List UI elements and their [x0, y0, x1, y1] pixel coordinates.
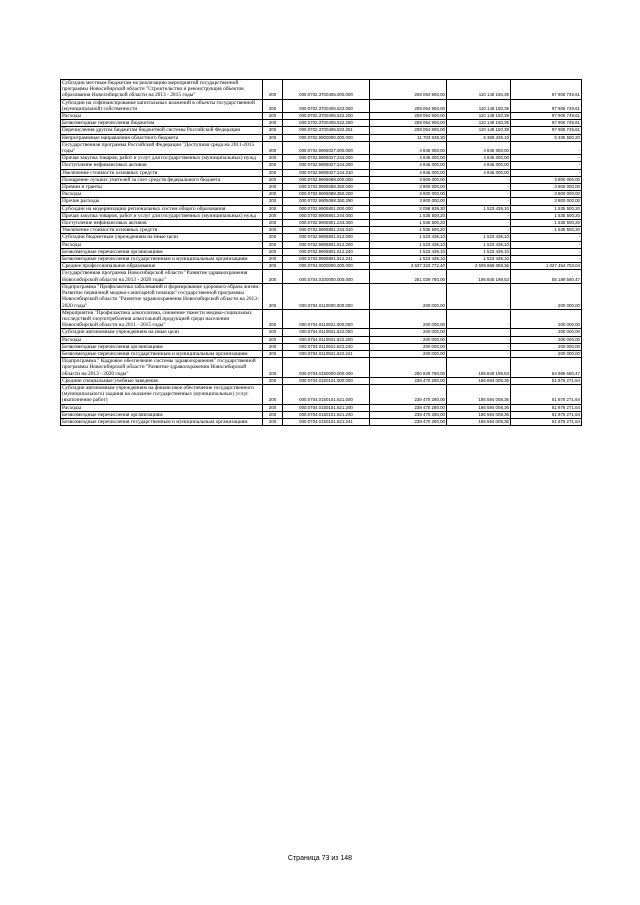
row-name-cell: Безвозмездные перечисления государственным и муниципальным организациям [61, 256, 263, 263]
row-name-cell: Премии и гранты [61, 184, 263, 191]
row-name-cell: Государственная программа Российской Федерации "Доступная среда на 2011-2015 годы" [61, 141, 263, 154]
row-executed-cell: 1 523 439,10 [447, 205, 511, 212]
row-code-cell: 200 [263, 184, 283, 191]
row-name-cell: Субсидии на модернизацию региональных систем общего образования [61, 205, 263, 212]
row-classification-cell: 000.0702.9900000.000.000 [283, 134, 370, 141]
table-row [61, 120, 582, 127]
row-unexecuted-cell: 97 905 749,61 [511, 113, 582, 120]
table-row [61, 384, 582, 404]
row-code-cell: 200 [263, 162, 283, 169]
row-executed-cell: 186 594 008,36 [447, 404, 511, 411]
row-classification-cell: 000.0704.0110921.000.000 [283, 309, 370, 329]
row-classification-cell: 000.0704.0110921.622.200 [283, 336, 370, 343]
row-classification-cell: 000.0702.9905801.244.310 [283, 227, 370, 234]
row-code-cell: 200 [263, 358, 283, 378]
row-classification-cell: 000.0704.0150101.621.200 [283, 404, 370, 411]
row-code-cell: 200 [263, 263, 283, 270]
row-classification-cell: 000.0702.9905088.350.290 [283, 198, 370, 205]
row-classification-cell: 000.0702.9905027.244.310 [283, 169, 370, 176]
table-row [61, 127, 582, 134]
row-approved-cell: 3 058 939,30 [370, 205, 447, 212]
row-name-cell: Субсидии автономным учреждениям на финансовое обеспечение государственного (муниципального) задания на оказание государственных (муниципальных) услуг (выполнение работ) [61, 384, 263, 404]
row-executed-cell: - [447, 184, 511, 191]
row-code-cell: 200 [263, 220, 283, 227]
row-executed-cell: 186 594 008,36 [447, 384, 511, 404]
table-body [61, 80, 582, 426]
table-row [61, 377, 582, 384]
row-approved-cell: 200 000,00 [370, 309, 447, 329]
row-code-cell: 200 [263, 418, 283, 425]
row-classification-cell: 000.0704.0100000.000.000 [283, 270, 370, 283]
table-row [61, 212, 582, 219]
row-classification-cell: 000.0704.0150000.000.000 [283, 358, 370, 378]
row-code-cell: 200 [263, 283, 283, 309]
row-approved-cell: 208 054 900,00 [370, 127, 447, 134]
table-row [61, 343, 582, 350]
row-executed-cell: 4 845 000,00 [447, 169, 511, 176]
row-unexecuted-cell: 200 000,00 [511, 329, 582, 336]
row-executed-cell: 110 149 150,39 [447, 127, 511, 134]
row-code-cell: 200 [263, 270, 283, 283]
row-executed-cell: 1 523 439,10 [447, 256, 511, 263]
table-row [61, 80, 582, 100]
row-name-cell: Субсидии на софинансирование капитальных вложений в объекты государственной (муниципальной) собственности [61, 99, 263, 112]
table-row [61, 358, 582, 378]
row-unexecuted-cell: 97 905 749,61 [511, 120, 582, 127]
row-unexecuted-cell: 1 535 500,20 [511, 205, 582, 212]
row-executed-cell: - [447, 283, 511, 309]
row-approved-cell: 3 800 000,00 [370, 191, 447, 198]
row-approved-cell: 208 054 900,00 [370, 99, 447, 112]
table-row [61, 283, 582, 309]
row-unexecuted-cell: - [511, 234, 582, 241]
row-classification-cell: 000.0702.3700405.522.000 [283, 99, 370, 112]
row-classification-cell: 000.0702.3700405.522.251 [283, 127, 370, 134]
row-unexecuted-cell: 3 800 000,00 [511, 184, 582, 191]
row-classification-cell: 000.0704.0110000.000.000 [283, 283, 370, 309]
table-row [61, 404, 582, 411]
row-executed-cell: 4 845 000,00 [447, 155, 511, 162]
row-name-cell: Безвозмездные перечисления государственным и муниципальным организациям [61, 350, 263, 357]
page-number: Страница 73 из 148 [287, 855, 353, 862]
row-executed-cell: - [447, 343, 511, 350]
row-unexecuted-cell: 200 000,00 [511, 283, 582, 309]
row-approved-cell: 200 000,00 [370, 350, 447, 357]
row-approved-cell: 4 845 000,00 [370, 169, 447, 176]
row-executed-cell: - [447, 212, 511, 219]
row-code-cell: 200 [263, 384, 283, 404]
row-unexecuted-cell: 51 876 271,64 [511, 404, 582, 411]
table-row [61, 155, 582, 162]
row-code-cell: 200 [263, 120, 283, 127]
row-code-cell: 200 [263, 343, 283, 350]
table-row [61, 336, 582, 343]
row-approved-cell: 4 845 000,00 [370, 141, 447, 154]
row-name-cell: Безвозмездные перечисления организациям [61, 248, 263, 255]
row-code-cell: 200 [263, 113, 283, 120]
row-code-cell: 200 [263, 411, 283, 418]
row-executed-cell: 186 594 008,36 [447, 411, 511, 418]
row-unexecuted-cell: 54 989 580,47 [511, 358, 582, 378]
row-classification-cell: 000.0704.0150101.000.000 [283, 377, 370, 384]
table-row [61, 205, 582, 212]
row-approved-cell: 1 523 439,10 [370, 234, 447, 241]
row-unexecuted-cell: - [511, 256, 582, 263]
row-name-cell: Увеличение стоимости основных средств [61, 227, 263, 234]
row-classification-cell: 000.0702.9905801.244.300 [283, 220, 370, 227]
row-executed-cell: - [447, 176, 511, 183]
row-executed-cell: - [447, 309, 511, 329]
table-row [61, 248, 582, 255]
row-classification-cell: 000.0704.0000000.000.000 [283, 263, 370, 270]
row-approved-cell: 238 470 280,00 [370, 404, 447, 411]
row-classification-cell: 000.0702.9905801.612.200 [283, 241, 370, 248]
row-approved-cell: 238 470 280,00 [370, 418, 447, 425]
row-executed-cell: - [447, 220, 511, 227]
row-approved-cell: 200 000,00 [370, 329, 447, 336]
row-classification-cell: 000.0702.9905088.000.000 [283, 176, 370, 183]
row-name-cell: Поощрение лучших учителей за счет средств федерального бюджета [61, 176, 263, 183]
row-executed-cell: - [447, 336, 511, 343]
row-approved-cell: 3 800 000,00 [370, 176, 447, 183]
row-code-cell: 200 [263, 176, 283, 183]
row-approved-cell: 200 000,00 [370, 336, 447, 343]
row-unexecuted-cell: - [511, 241, 582, 248]
row-executed-cell: 110 149 150,39 [447, 99, 511, 112]
table-row [61, 241, 582, 248]
row-unexecuted-cell: 51 876 271,64 [511, 418, 582, 425]
row-classification-cell: 000.0702.9905088.350.000 [283, 184, 370, 191]
table-row [61, 162, 582, 169]
row-code-cell: 200 [263, 99, 283, 112]
row-unexecuted-cell: 51 876 271,64 [511, 384, 582, 404]
row-name-cell: Расходы [61, 404, 263, 411]
row-approved-cell: 1 535 500,20 [370, 212, 447, 219]
row-code-cell: 200 [263, 256, 283, 263]
row-unexecuted-cell: 3 800 000,00 [511, 176, 582, 183]
row-executed-cell: 4 845 000,00 [447, 141, 511, 154]
row-executed-cell: 110 149 150,39 [447, 113, 511, 120]
row-classification-cell: 000.0704.0110921.622.240 [283, 343, 370, 350]
row-code-cell: 200 [263, 350, 283, 357]
row-approved-cell: 4 845 000,00 [370, 162, 447, 169]
table-row [61, 141, 582, 154]
row-executed-cell: 110 149 150,39 [447, 120, 511, 127]
row-unexecuted-cell: 97 905 749,61 [511, 99, 582, 112]
row-approved-cell: 4 845 000,00 [370, 155, 447, 162]
row-approved-cell: 1 535 500,20 [370, 220, 447, 227]
row-name-cell: Расходы [61, 113, 263, 120]
row-name-cell: Безвозмездные перечисления бюджетам [61, 120, 263, 127]
table-row [61, 134, 582, 141]
row-name-cell: Расходы [61, 336, 263, 343]
row-name-cell: Мероприятия "Профилактика алкоголизма, снижение тяжести медико-социальных последствий злоупотребления алкогольной продукцией среди населения Новосибирской области на 2011 - 2015 годы" [61, 309, 263, 329]
row-name-cell: Субсидии автономным учреждениям на иные цели [61, 329, 263, 336]
row-classification-cell: 000.0702.3700405.522.250 [283, 120, 370, 127]
row-unexecuted-cell: 5 335 500,20 [511, 134, 582, 141]
row-executed-cell: 4 845 000,00 [447, 162, 511, 169]
table-row [61, 309, 582, 329]
row-classification-cell: 000.0702.9905801.000.000 [283, 205, 370, 212]
row-unexecuted-cell: 51 876 271,64 [511, 411, 582, 418]
row-classification-cell: 000.0702.9905027.244.300 [283, 162, 370, 169]
row-name-cell: Прочая закупка товаров, работ и услуг для государственных (муниципальных) нужд [61, 155, 263, 162]
row-classification-cell: 000.0702.3700405.522.200 [283, 113, 370, 120]
row-executed-cell: - [447, 329, 511, 336]
row-classification-cell: 000.0702.9905027.000.000 [283, 141, 370, 154]
table-row [61, 263, 582, 270]
row-code-cell: 200 [263, 377, 283, 384]
row-executed-cell: - [447, 350, 511, 357]
row-classification-cell: 000.0704.0150101.621.241 [283, 418, 370, 425]
row-executed-cell: 110 149 150,39 [447, 80, 511, 100]
row-approved-cell: 208 054 900,00 [370, 120, 447, 127]
table-row [61, 220, 582, 227]
table-row [61, 256, 582, 263]
row-executed-cell: 1 523 439,10 [447, 234, 511, 241]
table-row [61, 99, 582, 112]
row-unexecuted-cell: 200 000,00 [511, 350, 582, 357]
row-name-cell: Среднее профессиональное образование [61, 263, 263, 270]
row-unexecuted-cell: - [511, 141, 582, 154]
table-row [61, 198, 582, 205]
row-classification-cell: 000.0704.0150101.621.240 [283, 411, 370, 418]
budget-execution-table [60, 79, 582, 426]
table-row [61, 113, 582, 120]
row-classification-cell: 000.0702.9905027.244.000 [283, 155, 370, 162]
row-name-cell: Государственная программа Новосибирской области "Развитие здравоохранения Новосибирской области на 2013 - 2020 годы" [61, 270, 263, 283]
row-code-cell: 200 [263, 309, 283, 329]
row-code-cell: 200 [263, 134, 283, 141]
row-code-cell: 200 [263, 80, 283, 100]
row-executed-cell: 1 523 439,10 [447, 248, 511, 255]
row-unexecuted-cell: 200 000,00 [511, 309, 582, 329]
row-name-cell: Поступление нефинансовых активов [61, 162, 263, 169]
row-executed-cell: - [447, 191, 511, 198]
table-row [61, 270, 582, 283]
row-unexecuted-cell: 55 189 580,47 [511, 270, 582, 283]
row-unexecuted-cell: 200 000,00 [511, 343, 582, 350]
table-row [61, 418, 582, 425]
row-name-cell: Безвозмездные перечисления организациям [61, 411, 263, 418]
row-name-cell: Прочие расходы [61, 198, 263, 205]
row-approved-cell: 251 029 780,00 [370, 270, 447, 283]
row-approved-cell: 1 523 439,10 [370, 248, 447, 255]
row-name-cell: Поступление нефинансовых активов [61, 220, 263, 227]
row-name-cell: Непрограммные направления областного бюджета [61, 134, 263, 141]
row-classification-cell: 000.0702.9905088.350.200 [283, 191, 370, 198]
row-code-cell: 200 [263, 155, 283, 162]
row-executed-cell: 186 594 008,36 [447, 418, 511, 425]
row-executed-cell: - [447, 198, 511, 205]
row-code-cell: 200 [263, 248, 283, 255]
row-unexecuted-cell: 1 535 500,20 [511, 212, 582, 219]
row-code-cell: 200 [263, 169, 283, 176]
row-code-cell: 200 [263, 198, 283, 205]
row-unexecuted-cell: 97 905 749,61 [511, 80, 582, 100]
row-classification-cell: 000.0702.9905801.612.000 [283, 234, 370, 241]
row-executed-cell: 195 840 199,53 [447, 358, 511, 378]
table-row [61, 329, 582, 336]
table-row [61, 227, 582, 234]
row-executed-cell: 6 368 439,10 [447, 134, 511, 141]
row-code-cell: 200 [263, 191, 283, 198]
row-approved-cell: 238 470 280,00 [370, 384, 447, 404]
row-code-cell: 200 [263, 227, 283, 234]
row-executed-cell: 186 594 008,36 [447, 377, 511, 384]
row-unexecuted-cell: - [511, 155, 582, 162]
row-classification-cell: 000.0702.9905801.612.241 [283, 256, 370, 263]
row-approved-cell: 11 703 939,30 [370, 134, 447, 141]
row-name-cell: Средние специальные учебные заведения [61, 377, 263, 384]
row-approved-cell: 200 000,00 [370, 343, 447, 350]
table-row [61, 350, 582, 357]
row-approved-cell: 1 523 439,10 [370, 241, 447, 248]
row-executed-cell: - [447, 227, 511, 234]
row-code-cell: 200 [263, 127, 283, 134]
row-classification-cell: 000.0704.0150101.621.000 [283, 384, 370, 404]
row-classification-cell: 000.0702.9905801.612.240 [283, 248, 370, 255]
row-name-cell: Подпрограмма " Кадровое обеспечение системы здравоохранения" государственной программы Новосибирской области "Развитие здравоохранения Новосибирской области на 2013 - 2020 годы" [61, 358, 263, 378]
row-code-cell: 200 [263, 234, 283, 241]
row-unexecuted-cell: - [511, 169, 582, 176]
row-unexecuted-cell: - [511, 162, 582, 169]
row-unexecuted-cell: 200 000,00 [511, 336, 582, 343]
table-row [61, 191, 582, 198]
row-name-cell: Безвозмездные перечисления организациям [61, 343, 263, 350]
row-executed-cell: 2 509 869 069,36 [447, 263, 511, 270]
row-name-cell: Расходы [61, 241, 263, 248]
row-unexecuted-cell: - [511, 248, 582, 255]
row-approved-cell: 238 470 280,00 [370, 377, 447, 384]
row-unexecuted-cell: 1 027 454 703,04 [511, 263, 582, 270]
table-row [61, 184, 582, 191]
row-approved-cell: 3 800 000,00 [370, 198, 447, 205]
table-row [61, 169, 582, 176]
row-unexecuted-cell: 51 876 271,64 [511, 377, 582, 384]
table-row [61, 234, 582, 241]
row-approved-cell: 238 470 280,00 [370, 411, 447, 418]
row-approved-cell: 200 000,00 [370, 283, 447, 309]
row-classification-cell: 000.0702.3700405.000.000 [283, 80, 370, 100]
row-approved-cell: 1 523 439,10 [370, 256, 447, 263]
row-name-cell: Безвозмездные перечисления государственным и муниципальным организациям [61, 418, 263, 425]
row-code-cell: 200 [263, 404, 283, 411]
row-unexecuted-cell: 97 905 749,61 [511, 127, 582, 134]
row-classification-cell: 000.0702.9905801.244.000 [283, 212, 370, 219]
row-name-cell: Прочая закупка товаров, работ и услуг для государственных (муниципальных) нужд [61, 212, 263, 219]
row-approved-cell: 208 054 900,00 [370, 113, 447, 120]
row-classification-cell: 000.0704.0110921.622.000 [283, 329, 370, 336]
row-name-cell: Увеличение стоимости основных средств [61, 169, 263, 176]
row-name-cell: Расходы [61, 191, 263, 198]
row-approved-cell: 3 537 323 772,40 [370, 263, 447, 270]
row-approved-cell: 250 829 780,00 [370, 358, 447, 378]
row-classification-cell: 000.0704.0110921.622.241 [283, 350, 370, 357]
row-name-cell: Субсидии бюджетным учреждениям на иные цели [61, 234, 263, 241]
row-code-cell: 200 [263, 241, 283, 248]
row-approved-cell: 3 800 000,00 [370, 184, 447, 191]
row-code-cell: 200 [263, 329, 283, 336]
row-executed-cell: 1 523 439,10 [447, 241, 511, 248]
table-row [61, 411, 582, 418]
row-approved-cell: 1 535 500,20 [370, 227, 447, 234]
row-code-cell: 200 [263, 212, 283, 219]
row-name-cell: Подпрограмма "Профилактика заболеваний и формирование здорового образа жизни. Развитие первичной медико-санитарной помощи" государственной программы Новосибирской области "Развитие здравоохранения Новосибирской области на 2013-2020 годы" [61, 283, 263, 309]
row-code-cell: 200 [263, 336, 283, 343]
row-unexecuted-cell: 1 535 500,20 [511, 227, 582, 234]
row-unexecuted-cell: 1 535 500,20 [511, 220, 582, 227]
table-row [61, 176, 582, 183]
row-name-cell: Субсидии местным бюджетам на реализацию мероприятий государственной программы Новосибирской области "Строительство и реконструкция объектов образования Новосибирской области на 2013 - 2015 годы" [61, 80, 263, 100]
row-unexecuted-cell: 3 800 000,00 [511, 191, 582, 198]
row-name-cell: Перечисления другим бюджетам бюджетной системы Российской Федерации [61, 127, 263, 134]
row-approved-cell: 208 054 900,00 [370, 80, 447, 100]
row-code-cell: 200 [263, 205, 283, 212]
row-unexecuted-cell: 3 800 000,00 [511, 198, 582, 205]
row-code-cell: 200 [263, 141, 283, 154]
row-executed-cell: 195 840 199,53 [447, 270, 511, 283]
